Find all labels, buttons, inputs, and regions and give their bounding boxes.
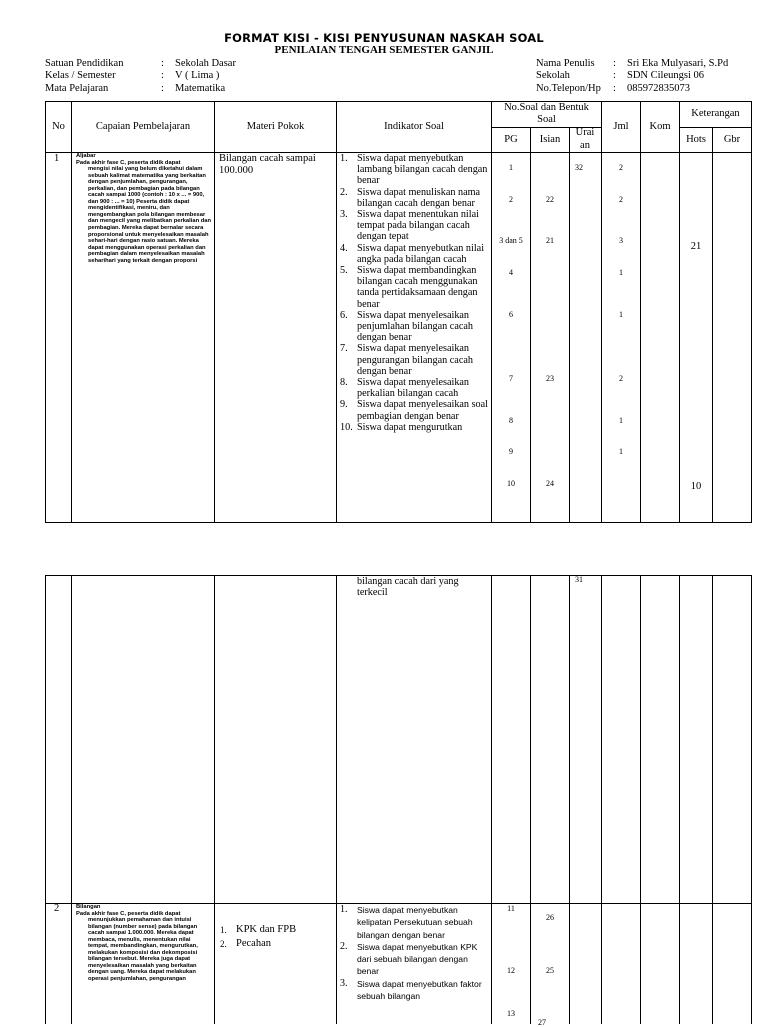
pg-number: 2 — [509, 195, 513, 204]
pg-number: 4 — [509, 268, 513, 277]
capaian-title: Aljabar — [76, 153, 96, 159]
jml-number: 1 — [619, 310, 623, 319]
jml-number: 1 — [619, 447, 623, 456]
info-label: Nama Penulis — [536, 58, 595, 69]
indikator-list — [340, 904, 488, 1002]
indikator-item: 7. Siswa dapat menyelesaikan pengurangan bilangan cacah dengan benar — [340, 343, 473, 377]
info-label: Mata Pelajaran — [45, 82, 109, 94]
indikator-item: 5. Siswa dapat membandingkan bilangan cacah menggunakan tanda pertidaksamaan dengan benar — [340, 265, 478, 310]
col-header-materi: Materi Pokok — [246, 121, 305, 132]
col-header-no: No — [52, 121, 65, 132]
isian-number: 22 — [546, 195, 554, 204]
indikator-item: 10. Siswa dapat mengurutkan — [340, 421, 463, 433]
indikator-item: 4. Siswa dapat menyebutkan nilai angka pada bilangan cacah — [340, 242, 485, 265]
info-colon: : — [161, 70, 164, 82]
info-colon: : — [613, 58, 616, 69]
info-label: Satuan Pendidikan — [45, 58, 124, 69]
col-header-indikator: Indikator Soal — [384, 121, 444, 132]
info-label: Kelas / Semester — [45, 70, 116, 82]
info-left — [45, 58, 236, 95]
document-subtitle: PENILAIAN TENGAH SEMESTER GANJIL — [274, 44, 494, 56]
info-value: 085972835073 — [627, 82, 690, 94]
materi-pokok: Bilangan cacah sampai 100.000 — [219, 153, 316, 176]
capaian-body: mengisi nilai yang belum diketahui dalam sebuah kalimat matematika yang berkaitan dengan penjumlahan, pengurangan, perkalian, dan pembagian pada bilangan cacah sampai 1000 (contoh : 10 x ... = 900, dan 900 : ... = 10) Peserta didik dapat mengidentifikasi, meniru, dan mengembangkan pola bilangan membesar dan mengecil yang melibatkan perkalian dan pembagian. Mereka dapat bernalar secara proporsional untuk menyelesaikan masalah sehari-hari dengan rasio satuan. Mereka dapat menggunakan operasi perkalian dan pembagian dalam menyelesaikan masalah seharihari yang terkait dengan proporsi — [88, 166, 212, 264]
pg-number: 3 dan 5 — [499, 236, 523, 245]
capaian-first-line: Pada akhir fase C, peserta didik dapat — [76, 910, 181, 917]
info-value: Matematika — [175, 82, 226, 94]
uraian-number: 32 — [575, 163, 583, 172]
indikator-item: 8. Siswa dapat menyelesaikan perkalian bilangan cacah — [340, 377, 470, 400]
pg-number: 7 — [509, 374, 513, 383]
pg-number: 13 — [507, 1009, 515, 1018]
materi-pokok-list — [220, 924, 334, 952]
capaian-first-line: Pada akhir fase C, peserta didik dapat — [76, 159, 181, 166]
jml-number: 2 — [619, 195, 623, 204]
indikator-continuation: bilangan cacah dari yang terkecil — [357, 576, 459, 599]
indikator-item: 1. Siswa dapat menyebutkan lambang bilangan cacah dengan benar — [340, 153, 488, 187]
row-number: 1 — [54, 153, 60, 164]
info-label: Sekolah — [536, 70, 570, 82]
col-header-uraian: Urai an — [575, 127, 595, 151]
capaian-pembelajaran-text — [76, 904, 212, 983]
info-right — [536, 58, 729, 95]
jml-number: 2 — [619, 374, 623, 383]
jml-number: 2 — [619, 163, 623, 172]
uraian-number: 31 — [575, 575, 583, 584]
info-colon: : — [161, 82, 164, 94]
document-title: FORMAT KISI - KISI PENYUSUNAN NASKAH SOAL — [224, 31, 544, 45]
indikator-item: 2. Siswa dapat menuliskan nama bilangan cacah dengan benar — [340, 186, 481, 209]
info-value: V ( Lima ) — [175, 70, 220, 82]
col-header-kom: Kom — [649, 121, 671, 132]
indikator-item: 2. Siswa dapat menyebutkan KPK dari sebuah bilangan dengan benar — [340, 940, 478, 977]
col-header-capaian: Capaian Pembelajaran — [95, 121, 191, 132]
pg-number: 8 — [509, 416, 513, 425]
pg-number: 1 — [509, 163, 513, 172]
indikator-list — [340, 153, 488, 433]
info-colon: : — [613, 70, 616, 82]
jml-number: 1 — [619, 416, 623, 425]
indikator-item: 3. Siswa dapat menentukan nilai tempat pada bilangan cacah dengan tepat — [340, 209, 479, 243]
jml-number: 1 — [619, 268, 623, 277]
info-value: Sri Eka Mulyasari, S.Pd — [627, 58, 729, 69]
capaian-body: menunjukkan pemahaman dan intuisi bilangan (number sense) pada bilangan cacah sampai 1.000.000. Mereka dapat membaca, menulis, menentukan nilai tempat, membandingkan, mengurutkan, melakukan komposisi dan dekomposisi bilangan tersebut. Mereka juga dapat menyelesaikan masalah yang berkaitan dengan uang. Mereka dapat melakukan operasi penjumlahan, pengurangan — [88, 917, 198, 983]
isian-number: 23 — [546, 374, 554, 383]
pg-number: 11 — [507, 904, 515, 913]
capaian-title: Bilangan — [76, 904, 101, 910]
col-header-jml: Jml — [613, 121, 629, 132]
jml-number: 3 — [619, 236, 623, 245]
indikator-item: 1. Siswa dapat menyebutkan kelipatan Persekutuan sebuah bilangan dengan benar — [340, 904, 473, 940]
isian-number: 27 — [538, 1018, 546, 1027]
info-label: No.Telepon/Hp — [536, 82, 601, 94]
col-header-nosoal: No.Soal dan Bentuk Soal — [504, 102, 589, 125]
isian-number: 24 — [546, 479, 554, 488]
pg-number: 9 — [509, 447, 513, 456]
hots-number: 10 — [690, 481, 702, 492]
info-value: Sekolah Dasar — [175, 58, 236, 69]
row-number: 2 — [54, 903, 60, 914]
info-value: SDN Cileungsi 06 — [627, 70, 705, 82]
indikator-item: 6. Siswa dapat menyelesaikan penjumlahan bilangan cacah dengan benar — [340, 309, 473, 344]
col-header-isian: Isian — [539, 134, 561, 145]
col-header-pg: PG — [504, 134, 518, 145]
materi-item: 2. Pecahan — [220, 938, 271, 949]
indikator-item: 3. Siswa dapat menyebutkan faktor sebuah bilangan — [340, 977, 482, 1002]
isian-number: 25 — [546, 966, 554, 975]
indikator-item: 9. Siswa dapat menyelesaikan soal pembagian dengan benar — [340, 399, 488, 422]
hots-number: 21 — [690, 241, 702, 252]
col-header-gbr: Gbr — [723, 134, 741, 145]
pg-number: 12 — [507, 966, 515, 975]
isian-number: 26 — [546, 913, 554, 922]
col-header-keterangan: Keterangan — [691, 108, 740, 119]
materi-item: 1. KPK dan FPB — [220, 924, 297, 935]
capaian-pembelajaran-text — [76, 153, 212, 264]
info-colon: : — [161, 58, 164, 69]
col-header-hots: Hots — [686, 134, 706, 145]
isian-number: 21 — [546, 236, 554, 245]
pg-number: 6 — [509, 310, 513, 319]
info-colon: : — [613, 82, 616, 94]
pg-number: 10 — [507, 479, 515, 488]
